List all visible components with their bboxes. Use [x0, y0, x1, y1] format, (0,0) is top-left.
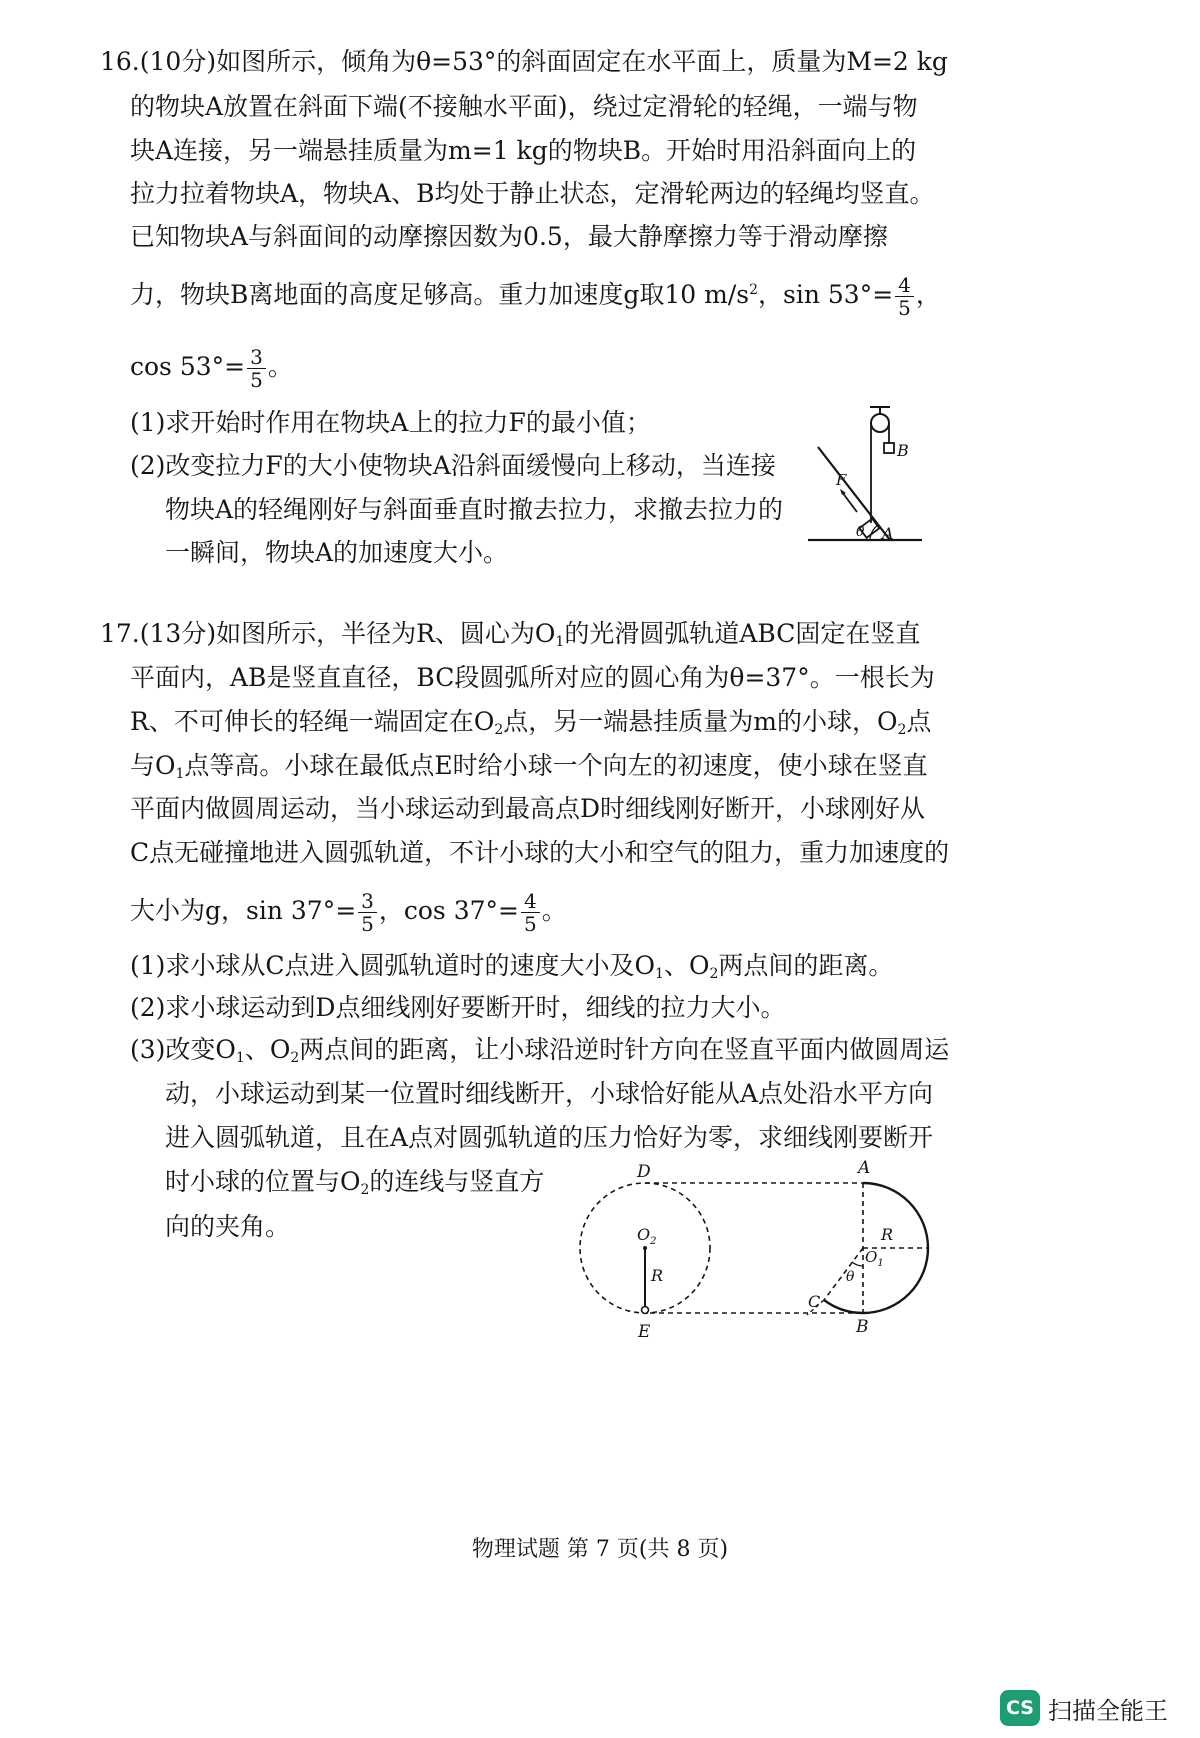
label-b: B — [856, 1317, 869, 1337]
ball-icon — [642, 1307, 649, 1314]
o2-point — [643, 1246, 647, 1250]
subscript: 2 — [360, 1182, 370, 1198]
o1-subscript: 1 — [877, 1258, 884, 1269]
label-e: E — [638, 1322, 651, 1342]
q17-s1-c: 、O — [663, 951, 710, 980]
q16-line-1: 16.(10分)如图所示，倾角为θ=53°的斜面固定在水平面上，质量为M=2 kg — [100, 47, 948, 76]
label-r-right: R — [881, 1225, 894, 1244]
q17-line-3 — [130, 705, 931, 739]
q17-line-3-e: 点 — [906, 707, 932, 736]
fraction-numerator: 3 — [358, 890, 377, 913]
label-r-left: R — [651, 1266, 664, 1285]
subscript: 2 — [290, 1050, 300, 1066]
scanner-logo-icon: CS — [1000, 1690, 1040, 1726]
fraction-numerator: 3 — [247, 346, 266, 369]
incline-line — [818, 447, 890, 540]
q17-line-4-c: 点等高。小球在最低点E时给小球一个向左的初速度，使小球在竖直 — [184, 751, 928, 780]
fraction-denominator: 5 — [523, 912, 537, 936]
fraction-numerator: 4 — [895, 274, 914, 297]
q16-line-7-cos: cos 53°= — [130, 352, 246, 381]
fraction-denominator: 5 — [898, 296, 911, 320]
q16-subquestion-2-line-3: 一瞬间，物块A的加速度大小。 — [165, 538, 509, 567]
q17-fraction-cos — [521, 890, 540, 935]
arc-track-bc — [824, 1300, 863, 1313]
label-o2 — [637, 1225, 657, 1247]
page-footer: 物理试题 第 7 页(共 8 页) — [471, 1537, 729, 1562]
label-a: A — [882, 524, 894, 543]
subscript: 1 — [655, 966, 664, 982]
label-theta: θ — [846, 1269, 855, 1285]
q16-subquestion-2-line-2: 物块A的轻绳刚好与斜面垂直时撤去拉力，求撤去拉力的 — [165, 495, 784, 524]
q17-line-2: 平面内，AB是竖直直径，BC段圆弧所对应的圆心角为θ=37°。一根长为 — [130, 663, 935, 692]
label-b: B — [897, 441, 909, 460]
pulley-icon — [871, 414, 889, 432]
o2-letter: O — [637, 1225, 651, 1244]
q17-line-6: C点无碰撞地进入圆弧轨道，不计小球的大小和空气的阻力，重力加速度的 — [130, 838, 950, 867]
q16-fraction-sin — [895, 274, 914, 319]
q17-line-1 — [100, 617, 920, 651]
q17-line-1-a: 17.(13分)如图所示，半径为R、圆心为O — [100, 619, 556, 648]
q16-line-2: 的物块A放置在斜面下端(不接触水平面)，绕过定滑轮的轻绳，一端与物 — [130, 92, 918, 121]
label-c: C — [808, 1292, 821, 1311]
q16-line-4: 拉力拉着物块A，物块A、B均处于静止状态，定滑轮两边的轻绳均竖直。 — [130, 179, 935, 208]
q16-subquestion-1: (1)求开始时作用在物块A上的拉力F的最小值； — [130, 408, 651, 437]
q17-line-7-cos: ，cos 37°= — [378, 896, 519, 925]
fraction-numerator: 4 — [521, 890, 540, 913]
label-o1 — [865, 1248, 884, 1269]
scanner-app-name: 扫描全能王 — [1048, 1696, 1168, 1725]
q16-incline-figure — [800, 395, 930, 555]
q17-line-1-c: 的光滑圆弧轨道ABC固定在竖直 — [564, 619, 921, 648]
q17-fraction-sin — [358, 890, 377, 935]
q17-subquestion-2: (2)求小球运动到D点细线刚好要断开时，细线的拉力大小。 — [130, 993, 786, 1022]
radius-o1-c — [824, 1248, 863, 1300]
q16-superscript: 2 — [749, 282, 759, 298]
q17-s1-e: 两点间的距离。 — [718, 951, 894, 980]
q17-s3-a: (3)改变O — [130, 1035, 236, 1064]
subscript: 1 — [175, 766, 185, 782]
q17-line-3-c: 点，另一端悬挂质量为m的小球，O — [503, 707, 898, 736]
q16-line-5: 已知物块A与斜面间的动摩擦因数为0.5，最大静摩擦力等于滑动摩擦 — [130, 222, 888, 251]
q17-subquestion-3-line-5: 向的夹角。 — [165, 1212, 291, 1241]
block-b — [884, 443, 894, 453]
q17-line-4-a: 与O — [130, 751, 176, 780]
q17-line-3-a: R、不可伸长的轻绳一端固定在O — [130, 707, 495, 736]
q17-s3-d-a: 时小球的位置与O — [165, 1167, 361, 1196]
q17-subquestion-3-line-2: 动，小球运动到某一位置时细线断开，小球恰好能从A点处沿水平方向 — [165, 1079, 934, 1108]
q16-line-7-end: 。 — [267, 352, 293, 381]
arrow-head-icon — [840, 489, 846, 495]
q17-line-7-sin: 大小为g，sin 37°= — [130, 896, 357, 925]
q16-line-6-sin: ，sin 53°= — [758, 280, 894, 309]
fraction-denominator: 5 — [361, 912, 374, 936]
label-a: A — [858, 1158, 871, 1178]
label-d: D — [637, 1162, 651, 1182]
o2-subscript: 2 — [650, 1236, 657, 1247]
q16-fraction-cos — [247, 346, 266, 391]
q17-s1-a: (1)求小球从C点进入圆弧轨道时的速度大小及O — [130, 951, 656, 980]
q17-line-4 — [130, 749, 928, 783]
q17-subquestion-1 — [130, 949, 893, 983]
q16-subquestion-2-line-1: (2)改变拉力F的大小使物块A沿斜面缓慢向上移动，当连接 — [130, 451, 776, 480]
q16-line-6-text: 力，物块B离地面的高度足够高。重力加速度g取10 m/s — [130, 280, 750, 309]
q17-circle-track-figure — [575, 1155, 935, 1360]
label-f: F — [836, 471, 847, 489]
subscript: 1 — [555, 634, 565, 650]
scanner-watermark — [1000, 1690, 1168, 1726]
fraction-denominator: 5 — [250, 368, 263, 392]
subscript: 1 — [235, 1050, 245, 1066]
subscript: 2 — [897, 722, 907, 738]
q16-line-7 — [130, 346, 293, 391]
q17-line-7 — [130, 890, 567, 935]
subscript: 2 — [494, 722, 504, 738]
q17-s3-e: 两点间的距离，让小球沿逆时针方向在竖直平面内做圆周运 — [299, 1035, 950, 1064]
q17-subquestion-3-line-1 — [130, 1033, 949, 1067]
q17-s3-d-c: 的连线与竖直方 — [369, 1167, 545, 1196]
q16-line-3: 块A连接，另一端悬挂质量为m=1 kg的物块B。开始时用沿斜面向上的 — [130, 136, 917, 165]
q17-line-5: 平面内做圆周运动，当小球运动到最高点D时细线刚好断开，小球刚好从 — [130, 794, 926, 823]
q17-subquestion-3-line-3: 进入圆弧轨道，且在A点对圆弧轨道的压力恰好为零，求细线刚要断开 — [165, 1123, 934, 1152]
theta-arc — [852, 1262, 863, 1266]
q17-s3-c: 、O — [244, 1035, 291, 1064]
label-theta: θ — [856, 524, 865, 540]
q16-line-6 — [130, 274, 941, 319]
q16-line-6-end: ， — [915, 280, 941, 309]
q17-line-7-end: 。 — [541, 896, 567, 925]
q17-subquestion-3-line-4 — [165, 1165, 544, 1199]
o1-letter: O — [865, 1248, 878, 1266]
subscript: 2 — [709, 966, 719, 982]
